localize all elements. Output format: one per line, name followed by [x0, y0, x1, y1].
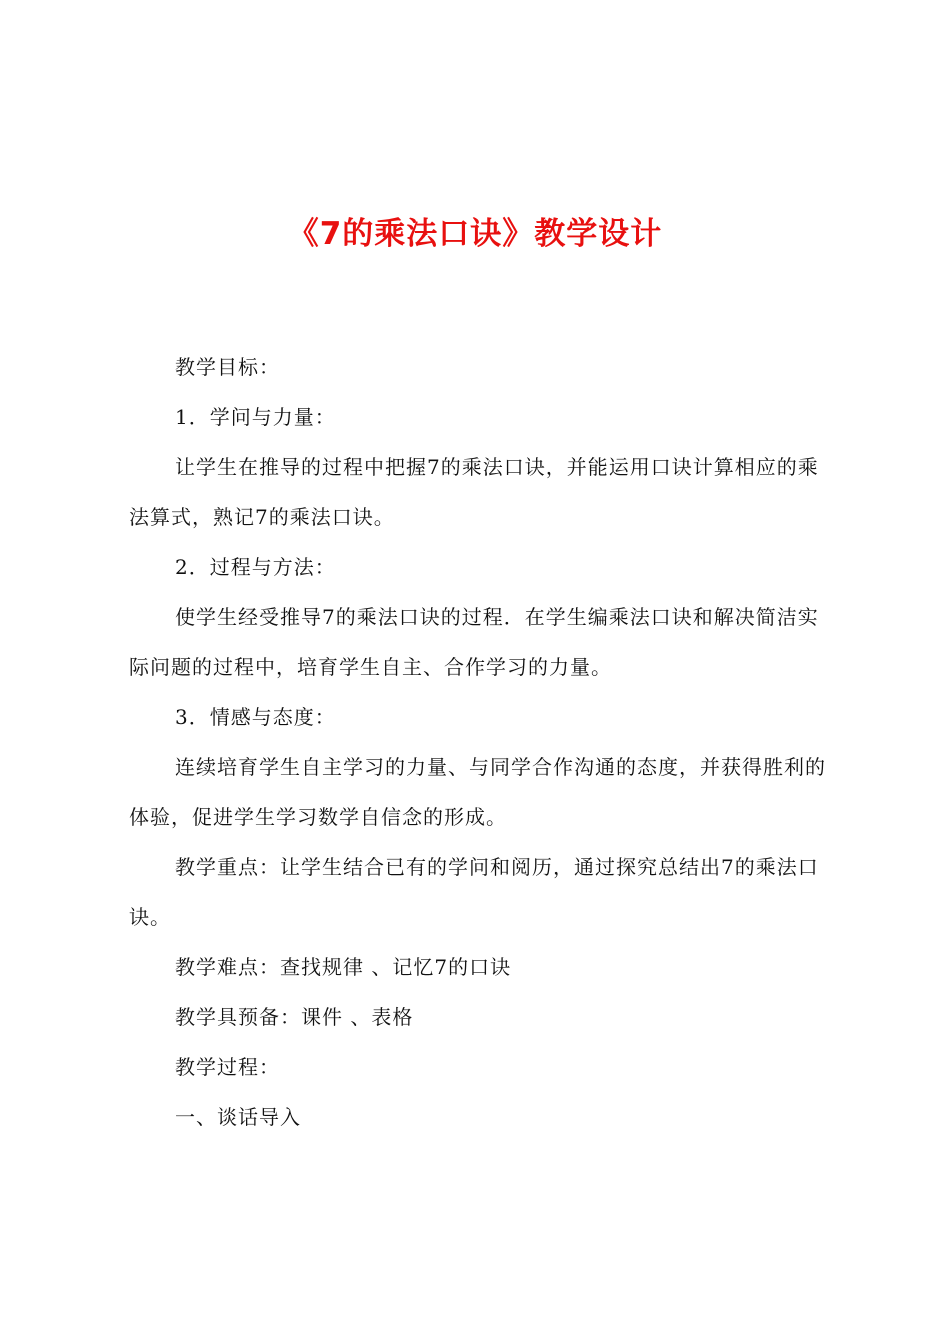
paragraph-teaching-objectives: 教学目标： [175, 355, 280, 379]
document-body [129, 342, 834, 1142]
paragraph-knowledge-ability: 1．学问与力量： [175, 405, 336, 429]
document-title: 《7的乘法口诀》教学设计 [287, 216, 663, 252]
paragraph-knowledge-detail: 让学生在推导的过程中把握7的乘法口诀，并能运用口诀计算相应的乘法算式，熟记7的乘法口诀。 [129, 455, 819, 529]
paragraph-process-detail: 使学生经受推导7的乘法口诀的过程．在学生编乘法口诀和解决简洁实际问题的过程中，培育学生自主、合作学习的力量。 [129, 605, 819, 679]
paragraph-process-method: 2．过程与方法： [175, 555, 336, 579]
paragraph-introduction: 一、谈话导入 [175, 1105, 301, 1129]
paragraph-emotion-attitude: 3．情感与态度： [175, 705, 336, 729]
paragraph-teaching-materials: 教学具预备：课件 、表格 [175, 1005, 414, 1029]
paragraph-key-points: 教学重点：让学生结合已有的学问和阅历，通过探究总结出7的乘法口诀。 [129, 855, 819, 929]
paragraph-difficult-points: 教学难点：查找规律 、记忆7的口诀 [175, 955, 512, 979]
paragraph-teaching-process: 教学过程： [175, 1055, 280, 1079]
paragraph-emotion-detail: 连续培育学生自主学习的力量、与同学合作沟通的态度，并获得胜利的体验，促进学生学习数学自信念的形成。 [129, 755, 826, 829]
